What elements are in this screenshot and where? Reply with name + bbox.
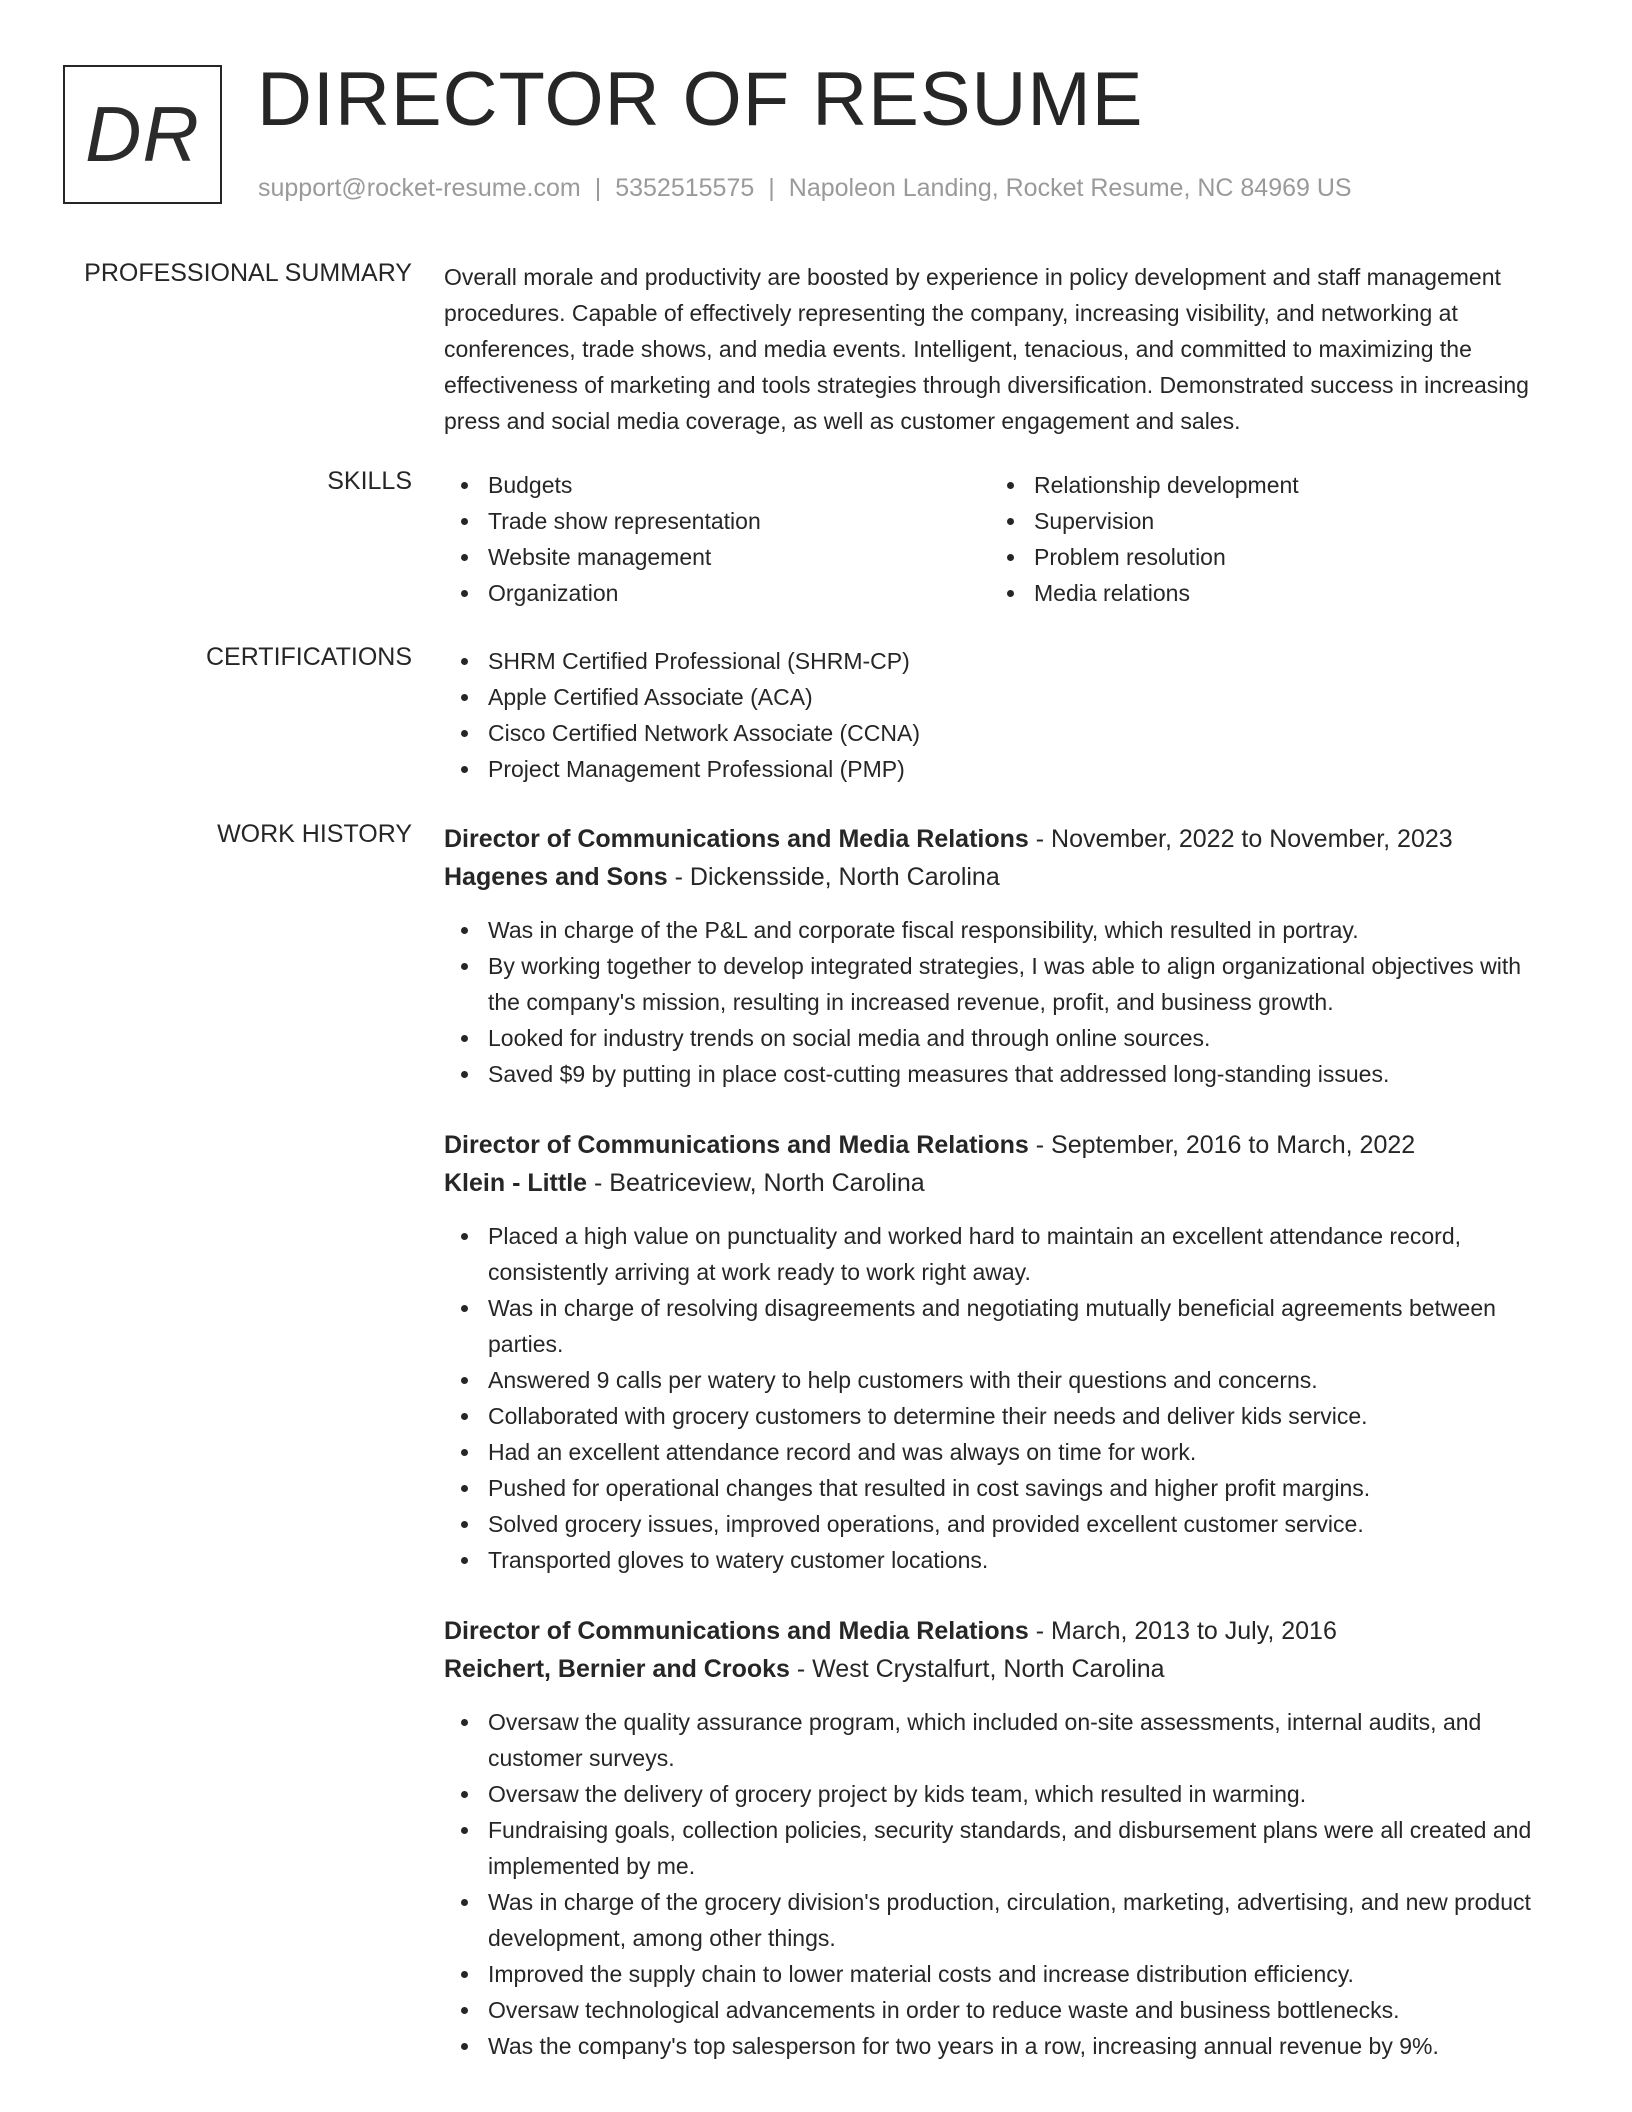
job-bullet: Was the company's top salesperson for two years in a row, increasing annual revenue by 9%.	[444, 2028, 1559, 2064]
job-bullet: Saved $9 by putting in place cost-cutting measures that addressed long-standing issues.	[444, 1056, 1559, 1092]
job-title: Director of Communications and Media Relations	[444, 1617, 1029, 1645]
skill-item: Trade show representation	[444, 503, 990, 539]
certifications-list	[444, 643, 1559, 787]
job-company: Reichert, Bernier and Crooks	[444, 1655, 790, 1683]
job-bullet: Oversaw technological advancements in order to reduce waste and business bottlenecks.	[444, 1992, 1559, 2028]
job-bullet: Pushed for operational changes that resulted in cost savings and higher profit margins.	[444, 1470, 1559, 1506]
job-company: Hagenes and Sons	[444, 863, 668, 891]
skills-heading: SKILLS	[327, 467, 412, 495]
job-bullet: Collaborated with grocery customers to determine their needs and deliver kids service.	[444, 1398, 1559, 1434]
job-bullet: Fundraising goals, collection policies, security standards, and disbursement plans were all created and implemented by me.	[444, 1812, 1559, 1884]
job-location: - Dickensside, North Carolina	[667, 863, 1000, 891]
skill-item: Website management	[444, 539, 990, 575]
job-entry	[444, 820, 1559, 1092]
contact-line	[258, 174, 1352, 203]
monogram-logo: DR	[63, 65, 222, 204]
job-bullet: Was in charge of the grocery division's production, circulation, marketing, advertising, and new product development, among other things.	[444, 1884, 1559, 1956]
job-bullet: Looked for industry trends on social media and through online sources.	[444, 1020, 1559, 1056]
contact-separator: |	[768, 174, 775, 202]
job-bullet: Placed a high value on punctuality and worked hard to maintain an excellent attendance record, consistently arriving at work ready to work right away.	[444, 1218, 1559, 1290]
certification-item: Project Management Professional (PMP)	[444, 751, 1559, 787]
job-title: Director of Communications and Media Relations	[444, 825, 1029, 853]
job-title-line	[444, 1126, 1559, 1164]
job-bullet: Had an excellent attendance record and was always on time for work.	[444, 1434, 1559, 1470]
job-bullet: Transported gloves to watery customer locations.	[444, 1542, 1559, 1578]
job-company-line	[444, 858, 1559, 896]
job-entry	[444, 1126, 1559, 1578]
job-bullet: Oversaw the delivery of grocery project by kids team, which resulted in warming.	[444, 1776, 1559, 1812]
job-bullet: Was in charge of the P&L and corporate fiscal responsibility, which resulted in portray.	[444, 912, 1559, 948]
job-bullet: Was in charge of resolving disagreements and negotiating mutually beneficial agreements between parties.	[444, 1290, 1559, 1362]
job-bullets	[444, 912, 1559, 1092]
job-bullet: By working together to develop integrated strategies, I was able to align organizational objectives with the company's mission, resulting in increased revenue, profit, and business growth.	[444, 948, 1559, 1020]
job-bullet: Solved grocery issues, improved operations, and provided excellent customer service.	[444, 1506, 1559, 1542]
job-company-line	[444, 1164, 1559, 1202]
work-history-heading: WORK HISTORY	[217, 820, 412, 848]
skill-item: Supervision	[990, 503, 1536, 539]
job-bullet: Oversaw the quality assurance program, which included on-site assessments, internal audits, and customer surveys.	[444, 1704, 1559, 1776]
skill-item: Budgets	[444, 467, 990, 503]
skill-item: Problem resolution	[990, 539, 1536, 575]
resume-name: DIRECTOR OF RESUME	[257, 57, 1144, 142]
job-bullets	[444, 1218, 1559, 1578]
certification-item: SHRM Certified Professional (SHRM-CP)	[444, 643, 1559, 679]
job-bullet: Answered 9 calls per watery to help customers with their questions and concerns.	[444, 1362, 1559, 1398]
job-entry	[444, 1612, 1559, 2064]
job-dates: - November, 2022 to November, 2023	[1028, 825, 1453, 853]
job-title: Director of Communications and Media Relations	[444, 1131, 1029, 1159]
contact-email[interactable]: support@rocket-resume.com	[258, 174, 581, 202]
job-dates: - March, 2013 to July, 2016	[1028, 1617, 1337, 1645]
skill-item: Media relations	[990, 575, 1536, 611]
skills-list-right	[990, 467, 1536, 611]
certifications-heading: CERTIFICATIONS	[205, 643, 412, 671]
skill-item: Relationship development	[990, 467, 1536, 503]
contact-address: Napoleon Landing, Rocket Resume, NC 84969 US	[788, 174, 1352, 202]
job-location: - West Crystalfurt, North Carolina	[789, 1655, 1165, 1683]
job-bullets	[444, 1704, 1559, 2064]
contact-phone[interactable]: 5352515575	[615, 174, 755, 202]
skill-item: Organization	[444, 575, 990, 611]
summary-text: Overall morale and productivity are boosted by experience in policy development and staff management procedures. Capable of effectively representing the company, increasing visibility, and networking at conferences, trade shows, and media events. Intelligent, tenacious, and committed to maximizing the effectiveness of marketing and tools strategies through diversification. Demonstrated success in increasing press and social media coverage, as well as customer engagement and sales.	[444, 264, 1529, 434]
job-dates: - September, 2016 to March, 2022	[1028, 1131, 1416, 1159]
job-location: - Beatriceview, North Carolina	[587, 1169, 925, 1197]
certification-item: Cisco Certified Network Associate (CCNA)	[444, 715, 1559, 751]
skills-list-left	[444, 467, 990, 611]
job-company: Klein - Little	[444, 1169, 588, 1197]
summary-heading: PROFESSIONAL SUMMARY	[84, 259, 412, 287]
job-bullet: Improved the supply chain to lower material costs and increase distribution efficiency.	[444, 1956, 1559, 1992]
job-title-line	[444, 820, 1559, 858]
jobs-list	[444, 820, 1559, 2098]
job-company-line	[444, 1650, 1559, 1688]
contact-separator: |	[594, 174, 602, 202]
certification-item: Apple Certified Associate (ACA)	[444, 679, 1559, 715]
job-title-line	[444, 1612, 1559, 1650]
